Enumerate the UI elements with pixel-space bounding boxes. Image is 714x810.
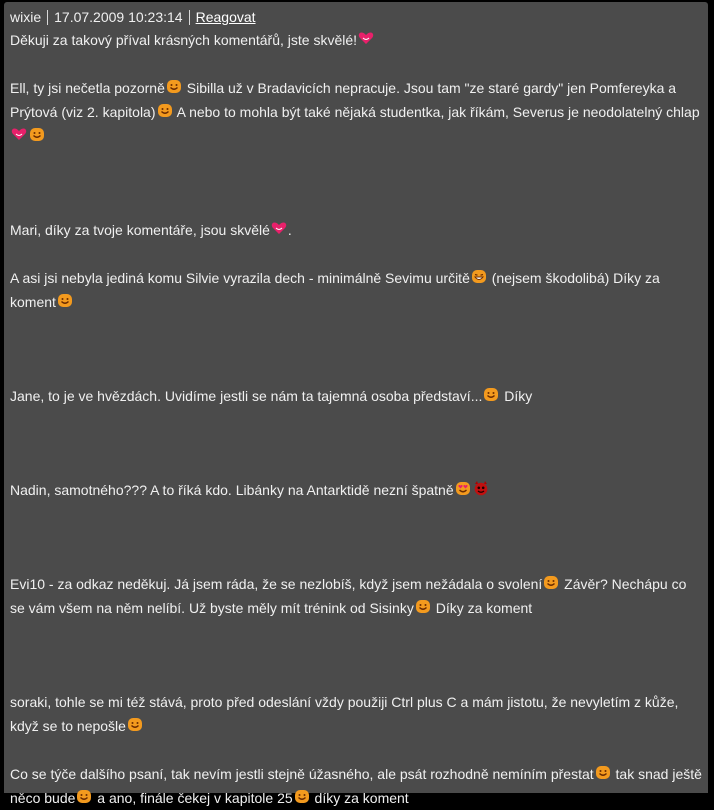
heart-eyes-icon [455, 480, 471, 496]
comment-paragraph: Evi10 - za odkaz neděkuj. Já jsem ráda, že se nezlobíš, když jsem nežádala o svolení Závěr? Nechápu co se vám všem na něm nelíbí. Už byste měly mít trénink od Sisinky Díky za koment [10, 576, 687, 616]
smile-icon [76, 788, 92, 804]
smile-icon [166, 78, 182, 94]
smile-icon [294, 788, 310, 804]
smile-icon [483, 386, 499, 402]
grin-icon [471, 268, 487, 284]
comment-paragraph: Nadin, samotného??? A to říká kdo. Libánky na Antarktidě nezní špatně [10, 478, 702, 502]
separator [189, 10, 190, 25]
heart-face-icon [271, 220, 287, 236]
reply-link[interactable]: Reagovat [195, 9, 256, 25]
paragraph-text: Děkuji za takový příval krásných komentářů, jste skvělé! [10, 32, 358, 48]
smile-icon [415, 598, 431, 614]
comment-paragraph: Ell, ty jsi nečetla pozorně Sibilla už v Bradavicích nepracuje. Jsou tam "ze staré gardy" jen Pomfereyka a Prýtová (viz 2. kapitola) A nebo to mohla být také nějaká studentka, jak říkám, Severus je neodolatelný chlap [10, 76, 702, 148]
comment-paragraph: A asi jsi nebyla jediná komu Silvie vyrazila dech - minimálně Sevimu určitě (nejsem škodolibá) Díky za koment [10, 270, 660, 310]
comment-paragraph: Mari, díky za tvoje komentáře, jsou skvělé . [10, 222, 292, 238]
smile-icon [595, 764, 611, 780]
smile-icon [57, 292, 73, 308]
comment-paragraph: soraki, tohle se mi též stává, proto před odeslání vždy použiji Ctrl plus C a mám jistotu, že nevyletím z kůže, když se to nepošle [10, 694, 679, 734]
smile-icon [29, 126, 45, 142]
heart-face-icon [11, 126, 27, 142]
comment-box [4, 2, 708, 806]
smile-icon [127, 716, 143, 732]
smile-icon [543, 574, 559, 590]
devil-icon [473, 480, 489, 496]
comment-paragraph: Co se týče dalšího psaní, tak nevím jestli stejně úžasného, ale psát rozhodně nemíním přestat tak snad ještě něco bude a ano, finále čekej v kapitole 25 díky za koment [10, 766, 702, 806]
comment-timestamp: 17.07.2009 10:23:14 [54, 9, 183, 25]
comment-header [10, 6, 702, 28]
comment-body [10, 28, 702, 810]
smile-icon [157, 102, 173, 118]
comment-paragraph [10, 28, 702, 52]
comment-author: wixie [10, 9, 42, 25]
heart-face-icon [358, 30, 374, 46]
separator [47, 10, 48, 25]
comment-paragraph: Jane, to je ve hvězdách. Uvidíme jestli se nám ta tajemná osoba představí... Díky [10, 388, 533, 404]
